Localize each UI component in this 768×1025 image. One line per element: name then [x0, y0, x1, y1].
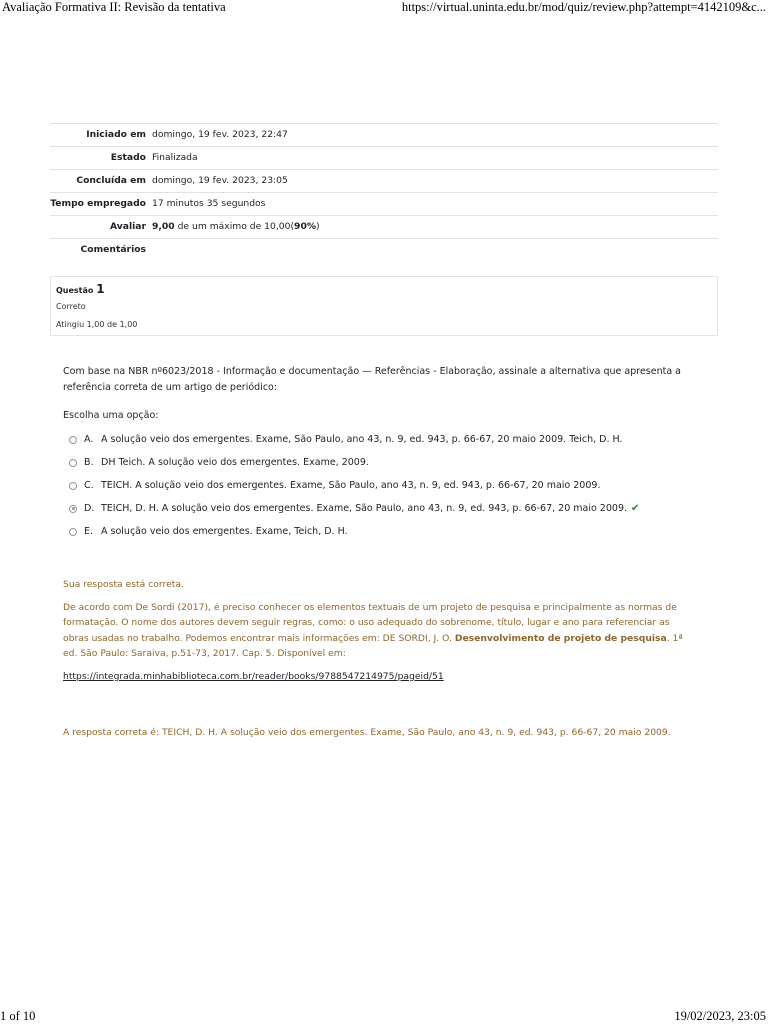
print-datetime: 19/02/2023, 23:05 [674, 1009, 766, 1023]
radio-button[interactable] [69, 459, 77, 467]
summary-value: 17 minutos 35 segundos [152, 193, 718, 216]
summary-value [152, 239, 718, 262]
summary-value [152, 216, 718, 239]
reference-link-line [63, 669, 693, 685]
option-text: A solução veio dos emergentes. Exame, Teich, D. H. [101, 526, 348, 537]
answer-options [69, 428, 709, 543]
print-header [0, 0, 768, 18]
radio-button[interactable] [69, 436, 77, 444]
summary-row-comments [50, 239, 718, 262]
option-letter: B. [84, 457, 94, 468]
answer-option-a[interactable] [69, 428, 709, 451]
option-letter: D. [84, 503, 95, 514]
book-title: Desenvolvimento de projeto de pesquisa [454, 632, 667, 644]
grade-value: 9,00 [152, 221, 175, 232]
option-text: TEICH, D. H. A solução veio dos emergentes. Exame, São Paulo, ano 43, n. 9, ed. 943, p. 66-67, 20 maio 2009. [101, 503, 628, 514]
correct-check-icon: ✔ [631, 503, 640, 514]
summary-label: Concluída em [50, 170, 152, 193]
summary-value: domingo, 19 fev. 2023, 23:05 [152, 170, 718, 193]
specific-feedback: Sua resposta está correta. [63, 579, 184, 590]
summary-label: Comentários [50, 239, 152, 262]
summary-row-time-taken [50, 193, 718, 216]
radio-button[interactable] [69, 482, 77, 490]
radio-button[interactable] [69, 528, 77, 536]
summary-value: Finalizada [152, 147, 718, 170]
option-letter: A. [84, 434, 94, 445]
summary-row-completed [50, 170, 718, 193]
answer-option-b[interactable] [69, 451, 709, 474]
option-text: A solução veio dos emergentes. Exame, São Paulo, ano 43, n. 9, ed. 943, p. 66-67, 20 maio 2009. Teich, D. H. [101, 434, 623, 445]
option-text: TEICH. A solução veio dos emergentes. Exame, São Paulo, ano 43, n. 9, ed. 943, p. 66-67, 20 maio 2009. [101, 480, 601, 491]
grade-close-paren: ) [316, 221, 320, 232]
reference-link[interactable]: https://integrada.minhabiblioteca.com.br/reader/books/9788547214975/pageid/51 [63, 670, 444, 682]
summary-row-grade [50, 216, 718, 239]
question-state: Correto [56, 302, 86, 311]
general-feedback-text: De acordo com De Sordi (2017), é preciso conhecer os elementos textuais de um projeto de pesquisa e principalmente as normas de formatação. O nome dos autores devem seguir regras, como: o uso adequado do sobrenome, título, lugar e ano para referenciar as obras usadas no trabalho. Podemos encontrar mais informações em: DE SORDI, J. O. [63, 601, 677, 644]
general-feedback-text-2: . 1ª ed. São Paulo: Saraiva, p.51-73, 2017. Cap. 5. Disponível em: [63, 632, 683, 659]
option-text: DH Teich. A solução veio dos emergentes. Exame, 2009. [101, 457, 369, 468]
question-text: Com base na NBR nº6023/2018 - Informação e documentação — Referências - Elaboração, assinale a alternativa que apresenta a referência correta de um artigo de periódico: [63, 366, 681, 393]
answer-option-d[interactable] [69, 497, 709, 520]
question-label: Questão [56, 286, 94, 295]
question-grade: Atingiu 1,00 de 1,00 [56, 320, 138, 329]
right-answer: A resposta correta é: TEICH, D. H. A solução veio dos emergentes. Exame, São Paulo, ano 43, n. 9, ed. 943, p. 66-67, 20 maio 2009. [63, 727, 671, 738]
question-info-box [50, 276, 718, 336]
answer-option-e[interactable] [69, 520, 709, 543]
print-page-title: Avaliação Formativa II: Revisão da tentativa [2, 0, 226, 14]
radio-button-selected[interactable] [69, 505, 77, 513]
grade-max-text: de um máximo de 10,00( [174, 221, 295, 232]
page-number: 1 of 10 [0, 1009, 36, 1023]
option-letter: E. [84, 526, 94, 537]
summary-row-state [50, 147, 718, 170]
attempt-summary-table [50, 123, 718, 261]
summary-row-started [50, 124, 718, 147]
summary-label: Iniciado em [50, 124, 152, 147]
summary-label: Estado [50, 147, 152, 170]
option-letter: C. [84, 480, 94, 491]
question-number [56, 282, 105, 296]
question-number-value: 1 [96, 282, 105, 296]
feedback-section [63, 577, 693, 684]
general-feedback [63, 600, 693, 662]
answer-option-c[interactable] [69, 474, 709, 497]
summary-label: Avaliar [50, 216, 152, 239]
choose-option-prompt: Escolha uma opção: [63, 410, 159, 421]
summary-value: domingo, 19 fev. 2023, 22:47 [152, 124, 718, 147]
print-page-url: https://virtual.uninta.edu.br/mod/quiz/review.php?attempt=4142109&c... [401, 0, 766, 14]
grade-percent: 90% [294, 221, 317, 232]
summary-label: Tempo empregado [50, 193, 152, 216]
print-footer [0, 1009, 768, 1025]
